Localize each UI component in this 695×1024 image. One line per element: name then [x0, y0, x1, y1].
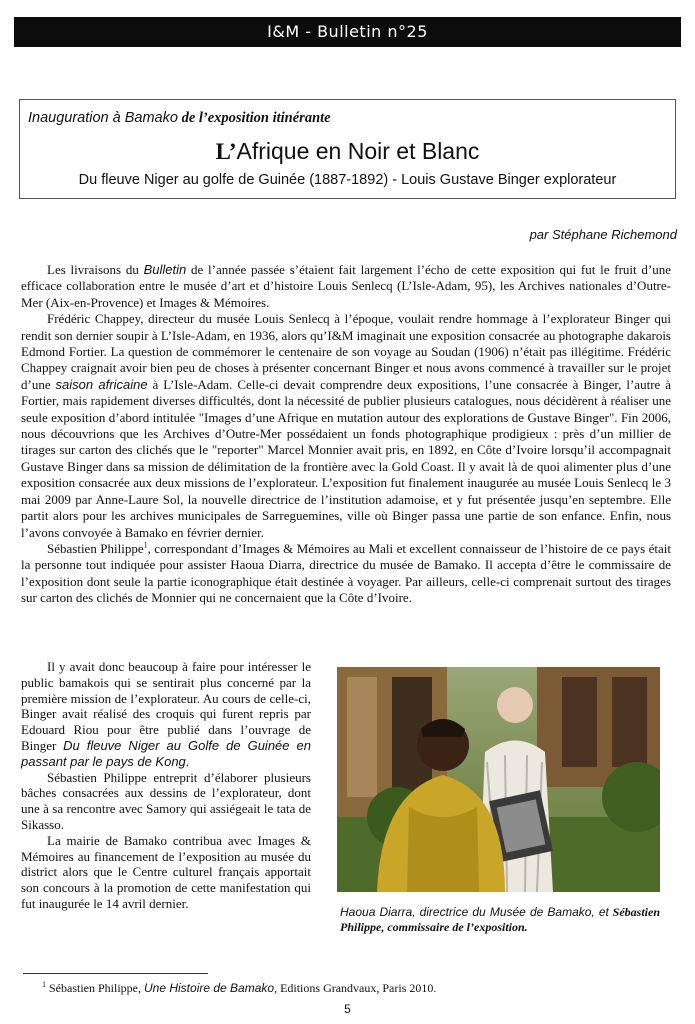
p2-text-b: à L’Isle-Adam. Celle-ci devait comprendre deux expositions, l’une consacrée à Binger, l’autre à Fortier, mais rapidement diverses difficultés, dont la nécessité de publier plusieurs catalogues, nous décidèrent à réaliser une seule exposition d’abord intitulée "Images d’une Afrique en mutation autour des explorations de Gustave Binger". Fin 2006, nous découvrions que les Archives d’Outre-Mer possédaient un fonds photographique prodigieux : près d’un millier de tirages sur carton des clichés que le "reporter" Marcel Monnier avait pris, en 1892, en Côte d’Ivoire lorsqu’il accompagnait Gustave Binger dans sa mission de délimitation de la frontière avec la Gold Coast. Il y avait là de quoi alimenter plus d’une exposition consacrée aux deux missions de l’explorateur. L’exposition fut finalement inaugurée au musée Louis Senlecq le 3 mai 2009 par Anne-Laure Sol, la nouvelle directrice de l’institution adamoise, et y fut présentée jusqu’en septembre. Elle partit alors pour les archives municipales de Sarreguemines, ville où Binger passa une partie de son enfance. Enfin, nous l’avons convoyée à Bamako en février dernier. — [21, 376, 672, 540]
footnote-text-b: , Editions Grandvaux, Paris 2010. — [274, 981, 437, 995]
c1-italic-book-title: Du fleuve Niger au Golfe de Guinée en passant par le pays de Kong — [21, 737, 312, 769]
caption-part1: Haoua Diarra, directrice du Musée de Bamako, et — [340, 905, 609, 919]
p3-text-a: Sébastien Philippe — [47, 540, 144, 556]
footnote-number: 1 — [42, 980, 46, 989]
title-rest: Afrique en Noir et Blanc — [236, 138, 480, 164]
p1-text-a: Les livraisons du — [47, 262, 144, 277]
article-subtitle: Du fleuve Niger au golfe de Guinée (1887-1892) - Louis Gustave Binger explorateur — [78, 172, 617, 188]
article-body — [21, 262, 671, 607]
title-box — [19, 99, 676, 199]
byline: par Stéphane Richemond — [529, 227, 677, 242]
bulletin-header: I&M - Bulletin n°25 — [14, 17, 681, 47]
p2-text-a: Frédéric Chappey, directeur du musée Louis Senlecq à l’époque, voulait rendre hommage à l’explorateur Binger qui rendit son dernier soupir à L’Isle-Adam, en 1936, alors qu’I&M imaginait une exposition consacrée au photographe dakarois Edmond Fortier. La question de commémorer le centenaire de son voyage au Soudan (1906) n’était pas illégitime. Frédéric Chappey craignait avoir bien peu de choses à présenter concernant Binger et nous avons commencé à travailler sur le projet d’une — [21, 311, 671, 392]
footnote — [42, 981, 436, 996]
paragraph-1 — [21, 262, 671, 311]
paragraph-3 — [21, 541, 671, 607]
p1-text-b: de l’année passée s’étaient fait largement l’écho de cette exposition qui fut le fruit d’une efficace collaboration entre le musée d’art et d’histoire Louis Senlecq (L’Isle-Adam, 95), les Archives nationales d’Outre-Mer (Aix-en-Provence) et Images & Mémoires. — [21, 262, 671, 310]
title-initial: L’ — [215, 139, 237, 164]
caption-part2: Sébastien Philippe, commissaire de l’exposition. — [340, 905, 660, 934]
p1-italic: Bulletin — [143, 262, 187, 277]
paragraph-2 — [21, 311, 671, 541]
p2-italic: saison africaine — [55, 376, 148, 392]
page-number: 5 — [344, 1002, 351, 1016]
article-title — [20, 138, 675, 165]
column-paragraph-3: La mairie de Bamako contribua avec Images & Mémoires au financement de l’exposition au musée du district alors que le Centre culturel français apportait son concours à la promotion de cette manifestation qui fut inaugurée le 14 avril dernier. — [21, 832, 311, 911]
photo-illustration — [337, 667, 660, 892]
kicker-part1: Inauguration à Bamako — [28, 110, 178, 126]
p3-text-b: , correspondant d’Images & Mémoires au Mali et excellent connaisseur de l’histoire de ce pays était la personne tout indiquée pour assister Haoua Diarra, directrice du musée de Bamako. Il accepta d’être le commissaire de l’exposition dont seule la partie iconographique était destinée à voyager. Par ailleurs, celle-ci comprenait surtout des tirages sur carton des clichés de Monnier qui ne concernaient que la Côte d’Ivoire. — [21, 540, 671, 606]
c1-text-a: Il y avait donc beaucoup à faire pour intéresser le public bamakois qui se sentirait plus concerné par la première mission de l’explorateur. Au cours de celle-ci, Binger avait réalisé des croquis qui furent repris par Edouard Riou pour être publié dans l’ouvrage de Binger — [21, 659, 311, 753]
photograph-of-two-people-icon — [337, 667, 660, 892]
photo-caption — [340, 905, 660, 935]
footnote-marker[interactable]: 1 — [143, 540, 148, 550]
footnote-text-a: Sébastien Philippe, — [46, 981, 144, 995]
kicker-part2: de l’exposition itinérante — [177, 110, 331, 126]
column-paragraph-1 — [21, 659, 311, 770]
column-paragraph-2: Sébastien Philippe entreprit d’élaborer plusieurs bâches consacrées aux dessins de l’explorateur, dont une à sa rencontre avec Samory qui assiégeait le tata de Sikasso. — [21, 769, 311, 832]
left-column — [21, 659, 311, 912]
footnote-divider — [23, 973, 208, 974]
article-kicker — [28, 110, 331, 127]
c1-text-b: . — [185, 753, 190, 769]
footnote-book-title: Une Histoire de Bamako — [144, 981, 275, 995]
